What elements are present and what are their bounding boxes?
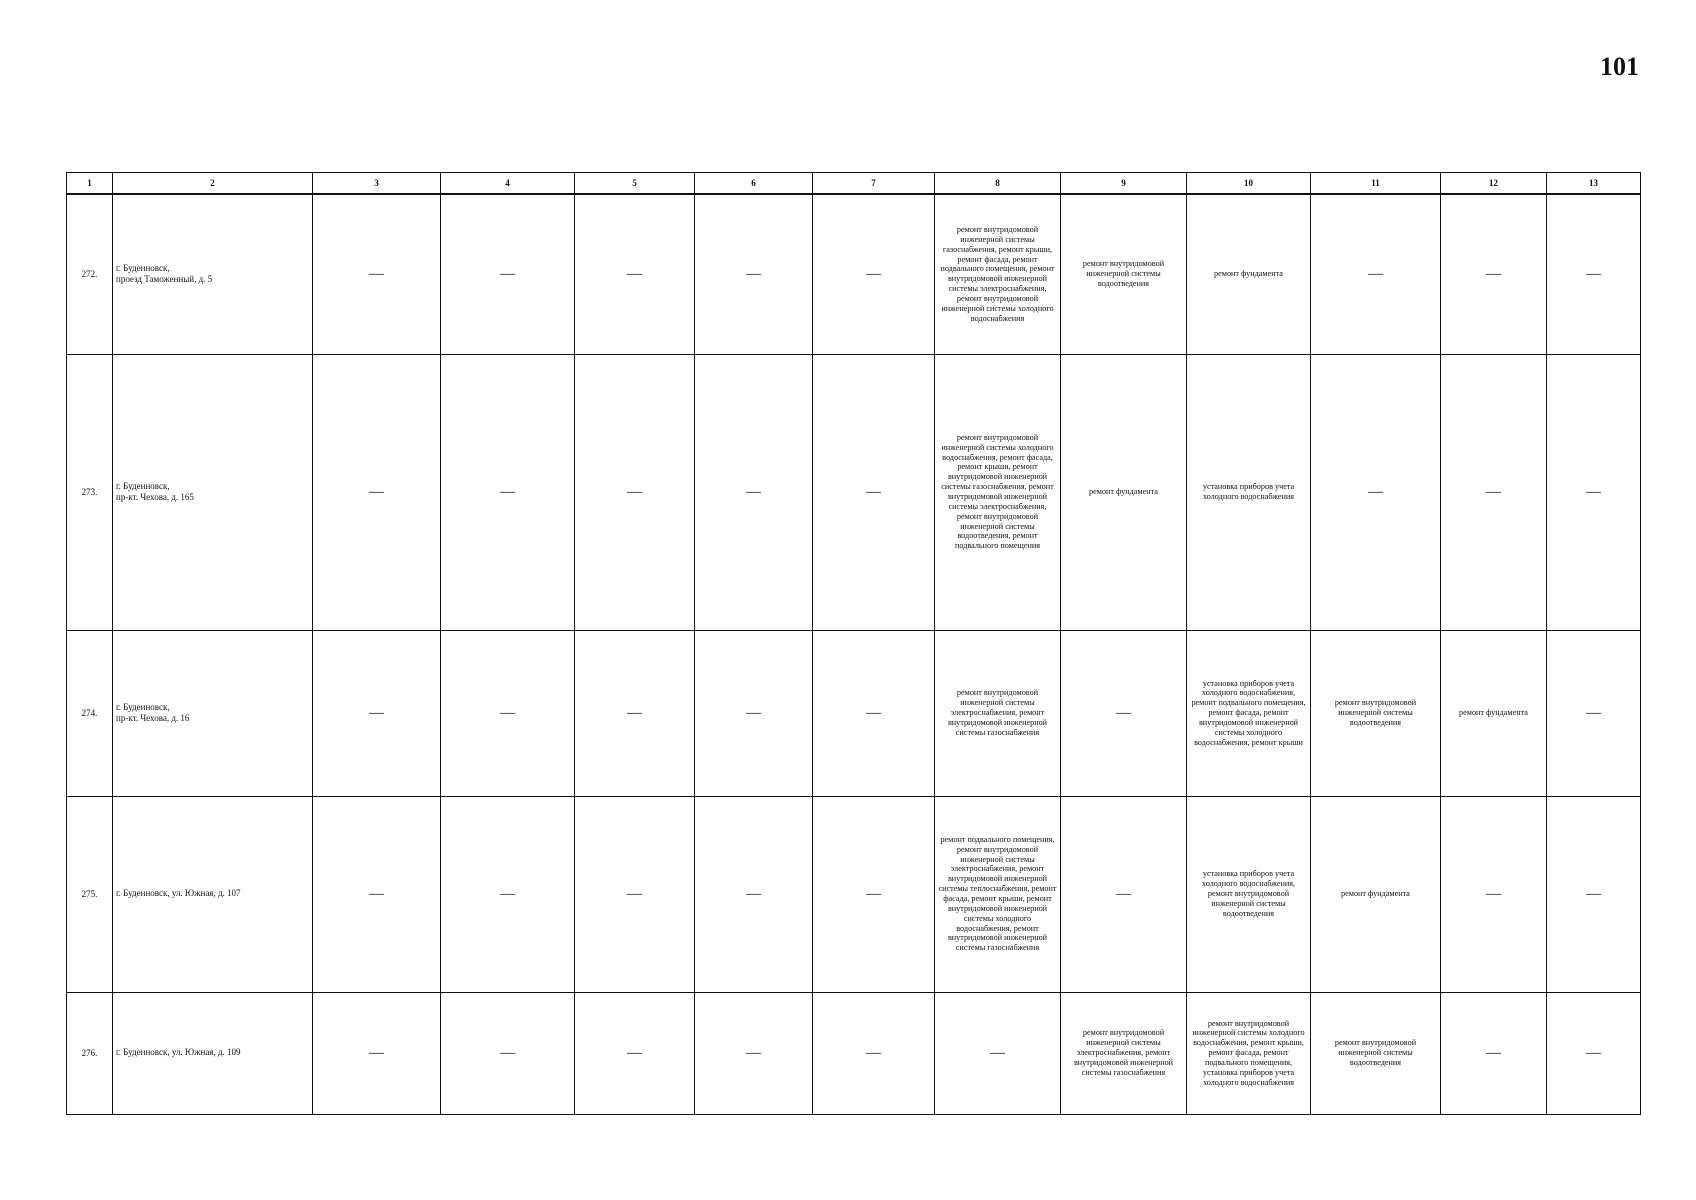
- table-cell: —: [441, 354, 575, 630]
- table-cell: —: [575, 992, 695, 1114]
- address-cell: г. Буденновск, пр-кт. Чехова, д. 16: [113, 630, 313, 796]
- table-cell: —: [813, 354, 935, 630]
- table-cell: —: [1547, 796, 1641, 992]
- table-cell: ремонт внутридомовой инженерной системы холодного водоснабжения, ремонт крыши, ремонт фасада, ремонт подвального помещения, установка приборов учета холодного водоснабжения: [1187, 992, 1311, 1114]
- column-number-row: [67, 173, 1641, 195]
- table-cell: —: [1547, 630, 1641, 796]
- table-cell: —: [575, 194, 695, 354]
- column-header: 11: [1311, 173, 1441, 195]
- table-cell: —: [313, 354, 441, 630]
- table-cell: ремонт внутридомовой инженерной системы водоотведения: [1311, 630, 1441, 796]
- table-cell: —: [1441, 194, 1547, 354]
- table-cell: —: [313, 630, 441, 796]
- table-cell: —: [695, 992, 813, 1114]
- table-cell: —: [575, 630, 695, 796]
- table-cell: —: [313, 194, 441, 354]
- column-header: 9: [1061, 173, 1187, 195]
- column-header: 4: [441, 173, 575, 195]
- column-header: 6: [695, 173, 813, 195]
- table-cell: —: [695, 194, 813, 354]
- table-cell: ремонт фундамента: [1441, 630, 1547, 796]
- table-cell: установка приборов учета холодного водоснабжения, ремонт внутридомовой инженерной системы водоотведения: [1187, 796, 1311, 992]
- table-cell: установка приборов учета холодного водоснабжения: [1187, 354, 1311, 630]
- table-cell: —: [1547, 194, 1641, 354]
- table-cell: установка приборов учета холодного водоснабжения, ремонт подвального помещения, ремонт фасада, ремонт внутридомовой инженерной системы холодного водоснабжения, ремонт крыши: [1187, 630, 1311, 796]
- table-cell: ремонт фундамента: [1061, 354, 1187, 630]
- table-cell: —: [695, 354, 813, 630]
- column-header: 1: [67, 173, 113, 195]
- table-cell: ремонт фундамента: [1187, 194, 1311, 354]
- address-cell: г. Буденновск, пр-кт. Чехова, д. 165: [113, 354, 313, 630]
- address-cell: г. Буденновск, ул. Южная, д. 109: [113, 992, 313, 1114]
- table-cell: ремонт подвального помещения, ремонт внутридомовой инженерной системы электроснабжения, ремонт внутридомовой инженерной системы теплоснабжения, ремонт фасада, ремонт крыши, ремонт внутридомовой инженерной системы холодного водоснабжения, ремонт внутридомовой инженерной системы газоснабжения: [935, 796, 1061, 992]
- table-cell: ремонт фундамента: [1311, 796, 1441, 992]
- row-number: 272.: [67, 194, 113, 354]
- table-cell: —: [441, 992, 575, 1114]
- table-cell: —: [575, 354, 695, 630]
- table-cell: —: [441, 630, 575, 796]
- table-cell: —: [1547, 354, 1641, 630]
- table-cell: —: [935, 992, 1061, 1114]
- column-header: 8: [935, 173, 1061, 195]
- row-number: 275.: [67, 796, 113, 992]
- column-header: 7: [813, 173, 935, 195]
- column-header: 12: [1441, 173, 1547, 195]
- address-cell: г. Буденновск, проезд Таможенный, д. 5: [113, 194, 313, 354]
- column-header: 5: [575, 173, 695, 195]
- table-cell: —: [695, 630, 813, 796]
- table-row: [67, 630, 1641, 796]
- table-cell: ремонт внутридомовой инженерной системы водоотведения: [1061, 194, 1187, 354]
- column-header: 3: [313, 173, 441, 195]
- table-cell: —: [1311, 354, 1441, 630]
- table-cell: —: [1061, 630, 1187, 796]
- table-row: [67, 194, 1641, 354]
- table-row: [67, 354, 1641, 630]
- table-cell: —: [1311, 194, 1441, 354]
- table-cell: —: [813, 796, 935, 992]
- table-cell: —: [1441, 796, 1547, 992]
- table-cell: —: [1547, 992, 1641, 1114]
- row-number: 274.: [67, 630, 113, 796]
- table-cell: —: [813, 194, 935, 354]
- column-header: 10: [1187, 173, 1311, 195]
- table-cell: ремонт внутридомовой инженерной системы водоотведения: [1311, 992, 1441, 1114]
- table-cell: —: [313, 796, 441, 992]
- table-cell: —: [313, 992, 441, 1114]
- table-cell: —: [1441, 992, 1547, 1114]
- table-row: [67, 992, 1641, 1114]
- table-cell: —: [813, 992, 935, 1114]
- table-cell: —: [813, 630, 935, 796]
- table-cell: —: [1441, 354, 1547, 630]
- table-row: [67, 796, 1641, 992]
- page-number: 101: [1600, 52, 1639, 81]
- table-cell: —: [575, 796, 695, 992]
- table-cell: ремонт внутридомовой инженерной системы электроснабжения, ремонт внутридомовой инженерной системы газоснабжения: [935, 630, 1061, 796]
- column-header: 2: [113, 173, 313, 195]
- address-cell: г. Буденновск, ул. Южная, д. 107: [113, 796, 313, 992]
- column-header: 13: [1547, 173, 1641, 195]
- row-number: 273.: [67, 354, 113, 630]
- table-cell: —: [1061, 796, 1187, 992]
- table-cell: ремонт внутридомовой инженерной системы электроснабжения, ремонт внутридомовой инженерной системы газоснабжения: [1061, 992, 1187, 1114]
- table-cell: ремонт внутридомовой инженерной системы холодного водоснабжения, ремонт фасада, ремонт крыши, ремонт внутридомовой инженерной системы газоснабжения, ремонт внутридомовой инженерной системы электроснабжения, ремонт внутридомовой инженерной системы водоотведения, ремонт подвального помещения: [935, 354, 1061, 630]
- table-cell: —: [441, 194, 575, 354]
- table-cell: —: [695, 796, 813, 992]
- repair-schedule-table: [66, 172, 1641, 1115]
- row-number: 276.: [67, 992, 113, 1114]
- table-cell: —: [441, 796, 575, 992]
- table-cell: ремонт внутридомовой инженерной системы газоснабжения, ремонт крыши, ремонт фасада, ремонт подвального помещения, ремонт внутридомовой инженерной системы электроснабжения, ремонт внутридомовой инженерной системы холодного водоснабжения: [935, 194, 1061, 354]
